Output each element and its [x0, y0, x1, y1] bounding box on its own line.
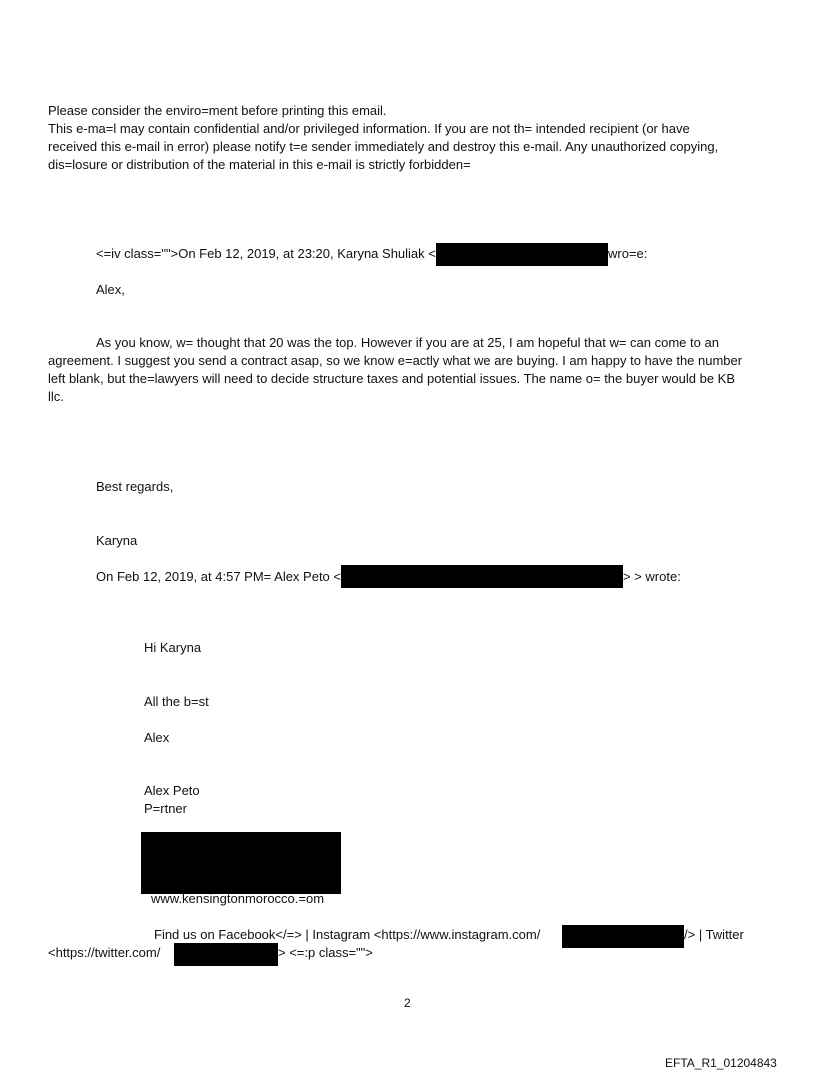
twitter-link-text[interactable]: <https://twitter.com/	[48, 945, 161, 960]
alex-email-header-suffix: > > wrote:	[623, 569, 681, 584]
karyna-body-line-4: llc.	[48, 389, 64, 404]
social-links-text[interactable]: Find us on Facebook</=> | Instagram <https://www.instagram.com/	[154, 927, 541, 942]
disclaimer-line-2: This e-ma=l may contain confidential and/or privileged information. If you are not th= intended recipient (or have	[48, 121, 690, 136]
redaction-block	[436, 243, 608, 266]
disclaimer-line-3: received this e-mail in error) please notify t=e sender immediately and destroy this e-mail. Any unauthorized copying,	[48, 139, 719, 154]
redaction-block	[141, 832, 341, 894]
alex-sig-title: P=rtner	[144, 801, 187, 816]
karyna-body-line-3: left blank, but the=lawyers will need to decide structure taxes and potential issues. The name o= the buyer would be KB	[48, 371, 736, 386]
website-link[interactable]: www.kensingtonmorocco.=om	[151, 891, 325, 906]
karyna-greeting: Alex,	[96, 282, 125, 297]
redaction-block	[174, 943, 278, 966]
page-number: 2	[404, 996, 411, 1010]
alex-sig-name: Alex Peto	[144, 783, 200, 798]
twitter-link-text-2: > <=:p class="">	[278, 945, 373, 960]
disclaimer-line-4: dis=losure or distribution of the material in this e-mail is strictly forbidden=	[48, 157, 471, 172]
karyna-closing: Best regards,	[96, 479, 174, 494]
alex-greeting: Hi Karyna	[144, 640, 202, 655]
redaction-block	[341, 565, 623, 588]
alex-signoff: Alex	[144, 730, 170, 745]
disclaimer-line-1: Please consider the enviro=ment before printing this email.	[48, 103, 387, 118]
alex-closing: All the b=st	[144, 694, 209, 709]
alex-email-header-prefix: On Feb 12, 2019, at 4:57 PM= Alex Peto <	[96, 569, 341, 584]
karyna-email-header-prefix: <=iv class="">On Feb 12, 2019, at 23:20, Karyna Shuliak <	[96, 246, 436, 261]
redaction-block	[562, 925, 684, 948]
karyna-body-line-1: As you know, w= thought that 20 was the top. However if you are at 25, I am hopeful that w= can come to an	[96, 335, 719, 350]
karyna-email-header-suffix: wro=e:	[608, 246, 648, 261]
document-id: EFTA_R1_01204843	[665, 1056, 777, 1070]
karyna-signature: Karyna	[96, 533, 138, 548]
karyna-body-line-2: agreement. I suggest you send a contract asap, so we know e=actly what we are buying. I am happy to have the number	[48, 353, 743, 368]
social-links-text-2[interactable]: /> | Twitter	[684, 927, 744, 942]
